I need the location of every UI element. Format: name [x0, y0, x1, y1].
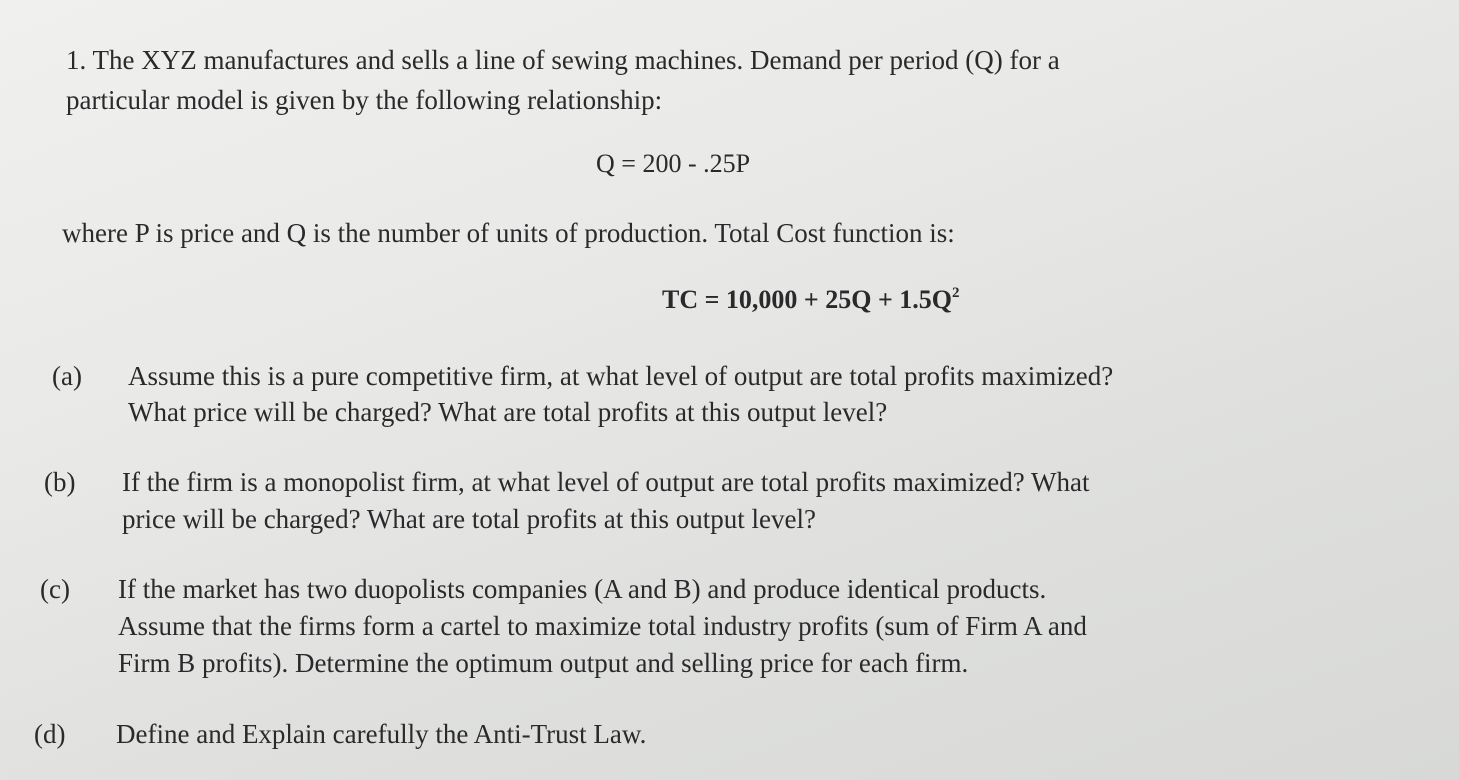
part-b-line-1: If the firm is a monopolist firm, at what level of output are total profits maximized? What: [122, 467, 1090, 497]
part-c-line-2: Assume that the firms form a cartel to maximize total industry profits (sum of Firm A and: [118, 611, 1087, 641]
part-d-label: (d): [34, 719, 66, 749]
question-intro-line-1: 1. The XYZ manufactures and sells a line of sewing machines. Demand per period (Q) for a: [66, 45, 1060, 75]
part-b-label: (b): [44, 467, 76, 497]
part-a-label: (a): [52, 361, 82, 391]
demand-equation: Q = 200 - .25P: [596, 149, 751, 178]
part-a-line-2: What price will be charged? What are total profits at this output level?: [128, 397, 888, 427]
cost-equation: [662, 282, 960, 318]
part-c-line-3: Firm B profits). Determine the optimum output and selling price for each firm.: [118, 648, 969, 678]
part-d-line-1: Define and Explain carefully the Anti-Trust Law.: [116, 719, 647, 749]
where-line: where P is price and Q is the number of units of production. Total Cost function is:: [62, 218, 955, 248]
part-b-line-2: price will be charged? What are total profits at this output level?: [122, 504, 817, 534]
cost-equation-exponent: 2: [952, 285, 960, 301]
part-a-line-1: Assume this is a pure competitive firm, at what level of output are total profits maximized?: [128, 361, 1114, 391]
part-c-line-1: If the market has two duopolists companies (A and B) and produce identical products.: [118, 574, 1047, 604]
part-c-label: (c): [40, 574, 70, 604]
cost-equation-base: TC = 10,000 + 25Q + 1.5Q: [662, 285, 953, 314]
question-intro-line-2: particular model is given by the following relationship:: [66, 85, 663, 115]
